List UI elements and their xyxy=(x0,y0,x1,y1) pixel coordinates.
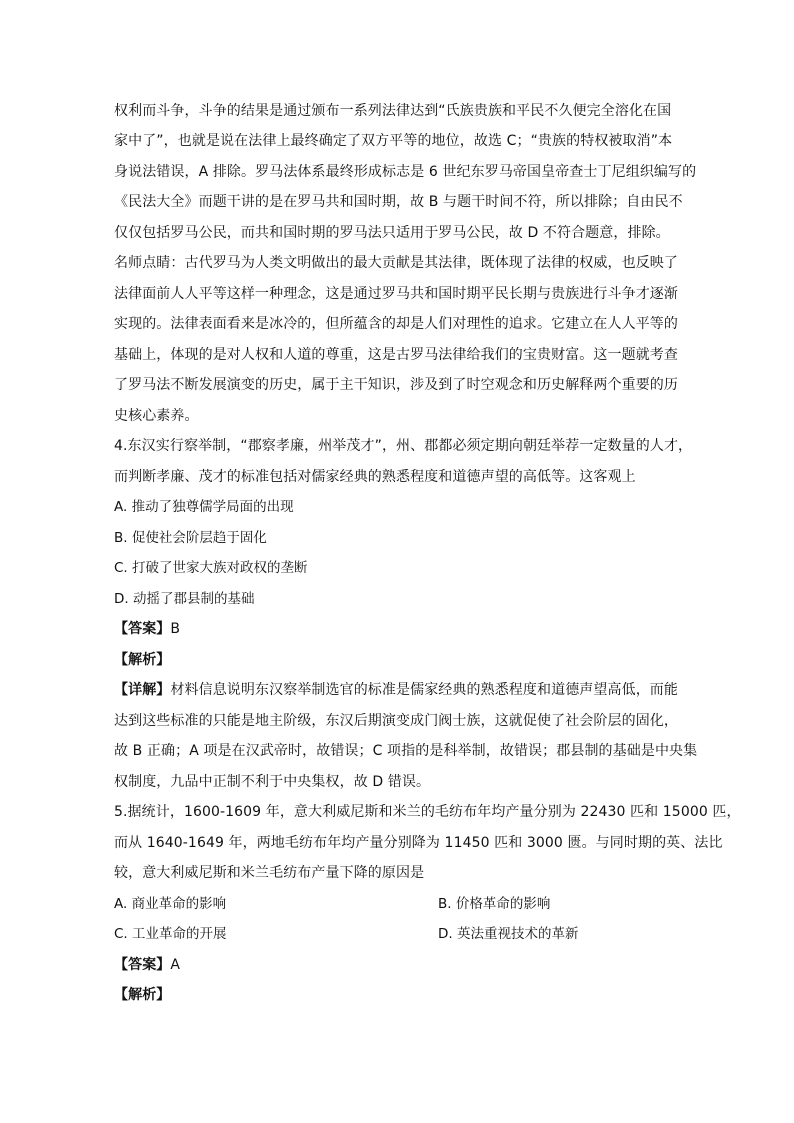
detail-line: 达到这些标准的只能是地主阶级，东汉后期演变成门阀士族，这就促使了社会阶层的固化， xyxy=(114,713,678,729)
answer-value: B xyxy=(170,621,181,637)
text-line: 基础上，体现的是对人权和人道的尊重，这是古罗马法律给我们的宝贵财富。这一题就考查 xyxy=(114,347,678,363)
answer-label: 【答案】 xyxy=(114,621,171,637)
question-5-stem: 较，意大利威尼斯和米兰毛纺布产量下降的原因是 xyxy=(114,865,425,881)
text-line: 了罗马法不断发展演变的历史，属于主干知识，涉及到了时空观念和历史解释两个重要的历 xyxy=(114,377,678,393)
analysis-label: 【解析】 xyxy=(114,987,171,1003)
answer-row xyxy=(114,620,180,638)
text-line: 身说法错误，A 排除。罗马法体系最终形成标志是 6 世纪东罗马帝国皇帝查士丁尼组织编写的 xyxy=(114,164,697,180)
answer-label: 【答案】 xyxy=(114,957,171,973)
text-line: 家中了”，也就是说在法律上最终确定了双方平等的地位，故选 C；“贵族的特权被取消”本 xyxy=(114,133,673,149)
text-line: 仅仅包括罗马公民，而共和国时期的罗马法只适用于罗马公民，故 D 不符合题意，排除。 xyxy=(114,225,670,241)
question-5-stem: 而从 1640-1649 年，两地毛纺布年均产量分别降为 11450 匹和 3000 匮。与同时期的英、法比 xyxy=(114,835,723,851)
answer-row xyxy=(114,956,180,974)
answer-value: A xyxy=(170,957,181,973)
question-4-stem: 而判断孝廉、茂才的标准包括对儒家经典的熟悉程度和道德声望的高低等。这客观上 xyxy=(114,469,636,485)
question-4-option-b: B. 促使社会阶层趋于固化 xyxy=(114,530,267,546)
question-4-option-d: D. 动摇了郡县制的基础 xyxy=(114,591,255,607)
question-4-stem: 4.东汉实行察举制，“郡察孝廉，州举茂才”，州、郡都必须定期向朝廷举荐一定数量的人才， xyxy=(114,438,693,454)
question-5-option-c: C. 工业革命的开展 xyxy=(114,926,227,942)
text-line: 法律面前人人平等这样一种理念，这是通过罗马共和国时期平民长期与贵族进行斗争才逐渐 xyxy=(114,286,678,302)
question-4-option-c: C. 打破了世家大族对政权的垄断 xyxy=(114,560,308,576)
analysis-label: 【解析】 xyxy=(114,652,171,668)
text-line: 实现的。法律表面看来是冰冷的，但所蕴含的却是人们对理性的追求。它建立在人人平等的 xyxy=(114,316,678,332)
question-5-option-a: A. 商业革命的影响 xyxy=(114,896,227,912)
detail-line: 权制度，九品中正制不利于中央集权，故 D 错误。 xyxy=(114,774,431,790)
text-line: 《民法大全》而题干讲的是在罗马共和国时期，故 B 与题干时间不符，所以排除；自由民不 xyxy=(114,194,683,210)
detail-line: 故 B 正确；A 项是在汉武帝时，故错误；C 项指的是科举制，故错误；郡县制的基础是中央集 xyxy=(114,743,698,759)
question-5-stem: 5.据统计，1600-1609 年，意大利威尼斯和米兰的毛纺布年均产量分别为 22430 匹和 15000 匹， xyxy=(114,804,741,820)
text-line: 史核心素养。 xyxy=(114,408,199,424)
question-5-option-b: B. 价格革命的影响 xyxy=(438,896,551,912)
text-line: 权利而斗争，斗争的结果是通过颁布一系列法律达到“氏族贵族和平民不久便完全溶化在国 xyxy=(114,103,672,119)
question-4-option-a: A. 推动了独尊儒学局面的出现 xyxy=(114,499,294,515)
detail-line xyxy=(114,681,678,699)
detail-text: 材料信息说明东汉察举制选官的标准是儒家经典的熟悉程度和道德声望高低，而能 xyxy=(170,682,679,698)
text-line: 名师点睛：古代罗马为人类文明做出的最大贡献是其法律，既体现了法律的权威，也反映了 xyxy=(114,255,678,271)
detail-label: 【详解】 xyxy=(114,682,171,698)
question-5-option-d: D. 英法重视技术的革新 xyxy=(438,926,579,942)
